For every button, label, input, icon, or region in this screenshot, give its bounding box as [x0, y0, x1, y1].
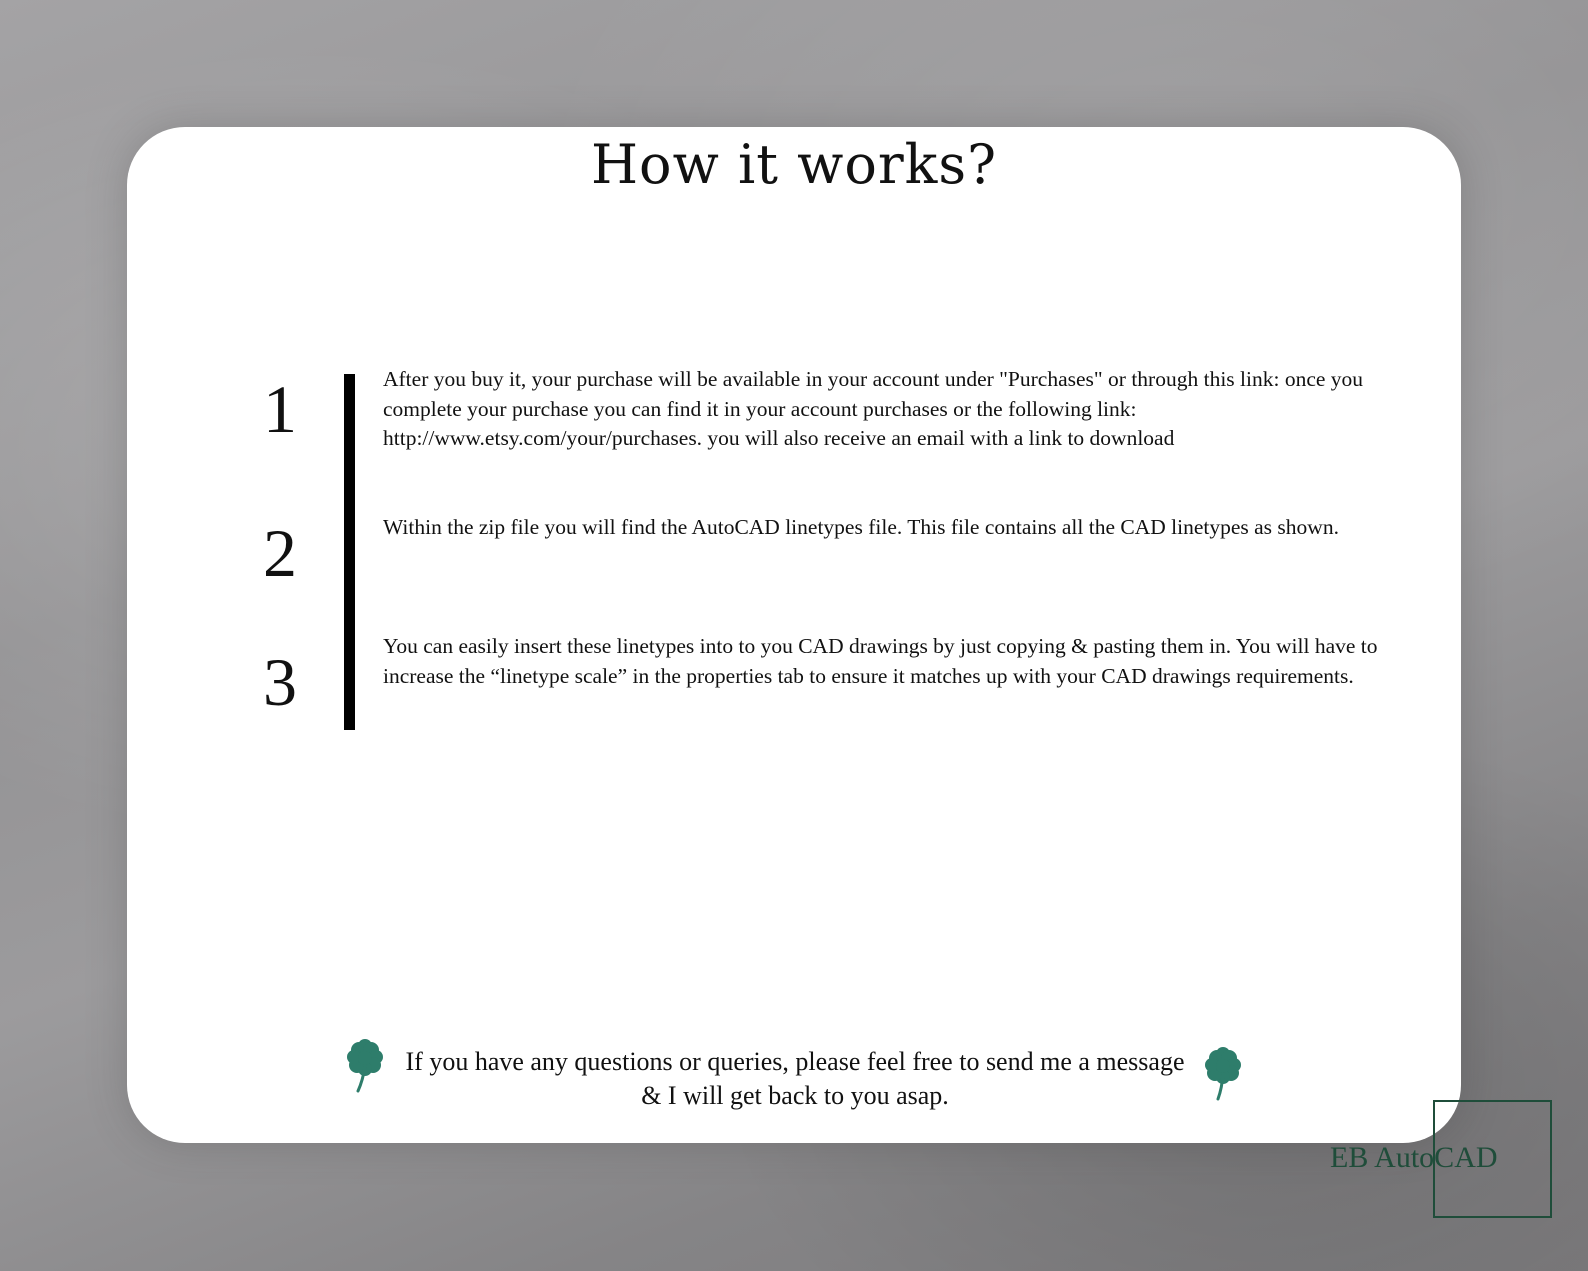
- contact-message-line-2: & I will get back to you asap.: [641, 1081, 949, 1110]
- step-text-2: Within the zip file you will find the AutoCAD linetypes file. This file contains all the CAD linetypes as shown.: [383, 515, 1339, 539]
- four-leaf-clover-icon: [343, 1038, 387, 1094]
- step-number-2: 2: [263, 515, 297, 591]
- step-text-3: You can easily insert these linetypes into to you CAD drawings by just copying & pasting them in. You will have to increase the “linetype scale” in the properties tab to ensure it matches up with your CAD drawings requirements.: [383, 634, 1378, 688]
- step-number-1: 1: [263, 371, 297, 447]
- four-leaf-clover-icon: [1201, 1046, 1245, 1102]
- step-number-3: 3: [263, 644, 297, 720]
- steps-divider-bar: [344, 374, 355, 730]
- contact-message: [395, 1045, 1195, 1113]
- contact-message-line-1: If you have any questions or queries, please feel free to send me a message: [405, 1047, 1185, 1076]
- step-text-1: After you buy it, your purchase will be available in your account under "Purchases" or through this link: once you complete your purchase you can find it in your account purchases or the following link: http://www.etsy.com/your/purchases. you will also receive an email with a link to download: [383, 367, 1364, 450]
- page-title: How it works?: [590, 133, 998, 196]
- brand-logo-text: EB AutoCAD: [1330, 1141, 1498, 1174]
